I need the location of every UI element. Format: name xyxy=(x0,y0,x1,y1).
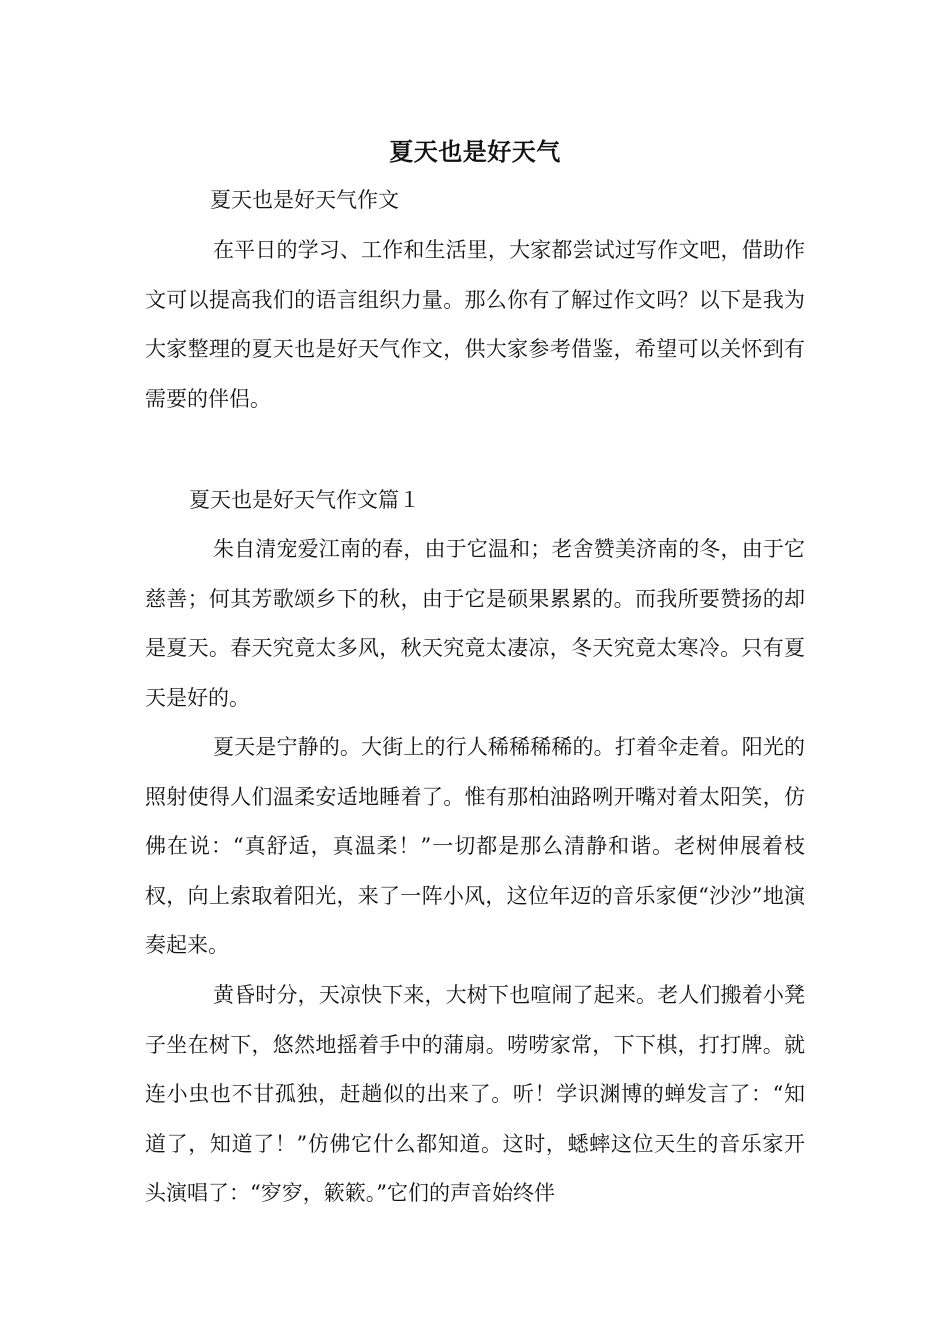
document-title: 夏天也是好天气 xyxy=(389,137,561,166)
document-subtitle: 夏天也是好天气作文 xyxy=(210,188,399,212)
intro-paragraph: 在平日的学习、工作和生活里，大家都尝试过写作文吧，借助作文可以提高我们的语言组织力量。那么你有了解过作文吗？以下是我为大家整理的夏天也是好天气作文，供大家参考借鉴，希望可以关怀到有需要的伴侣。 xyxy=(145,238,805,411)
body-paragraph: 朱自清宠爱江南的春，由于它温和；老舍赞美济南的冬，由于它慈善；何其芳歌颂乡下的秋，由于它是硕果累累的。而我所要赞扬的却是夏天。春天究竟太多风，秋天究竟太凄凉，冬天究竟太寒冷。只有夏天是好的。 xyxy=(145,537,805,710)
body-paragraph: 黄昏时分，天凉快下来，大树下也喧闹了起来。老人们搬着小凳子坐在树下，悠然地摇着手中的蒲扇。唠唠家常，下下棋，打打牌。就连小虫也不甘孤独，赶趟似的出来了。听！学识渊博的蝉发言了：“知道了，知道了！”仿佛它什么都知道。这时，蟋蟀这位天生的音乐家开头演唱了：“穸穸，簌簌。”它们的声音始终伴 xyxy=(145,983,805,1205)
section-heading: 夏天也是好天气作文篇１ xyxy=(189,488,420,512)
body-paragraph: 夏天是宁静的。大街上的行人稀稀稀稀的。打着伞走着。阳光的照射使得人们温柔安适地睡着了。惟有那柏油路咧开嘴对着太阳笑，仿佛在说：“真舒适，真温柔！”一切都是那么清静和谐。老树伸展着枝杈，向上索取着阳光，来了一阵小风，这位年迈的音乐家便“沙沙”地演奏起来。 xyxy=(145,735,805,957)
